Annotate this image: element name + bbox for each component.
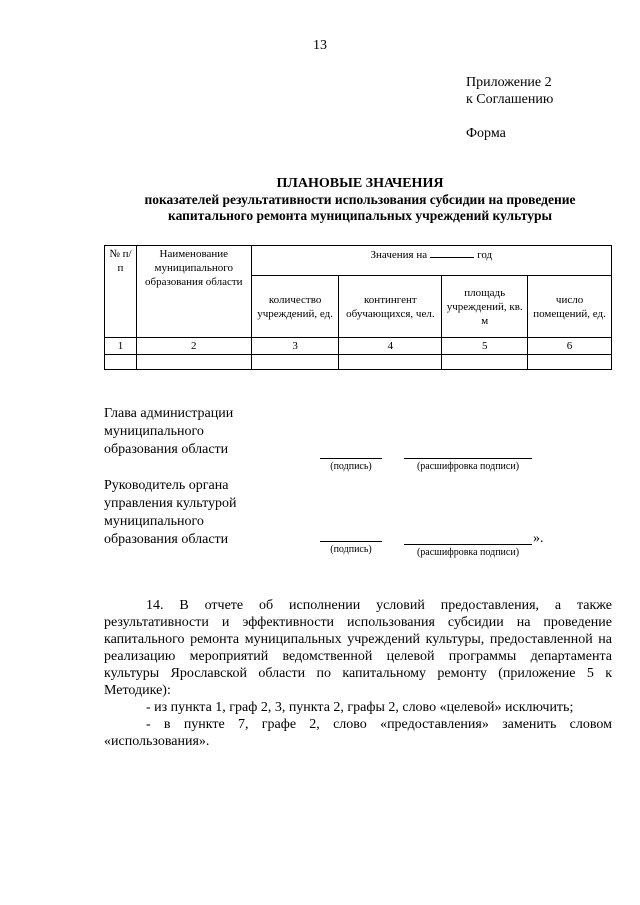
document-title bbox=[60, 176, 640, 224]
page-number: 13 bbox=[313, 38, 327, 53]
title-line-3: капитального ремонта муниципальных учреждений культуры bbox=[168, 208, 552, 223]
year-blank bbox=[430, 247, 474, 258]
col-number-5: 5 bbox=[442, 338, 528, 355]
subheader-institutions: количество учреждений, ед. bbox=[251, 276, 339, 338]
paragraph-14-bullet-2: - в пункте 7, графе 2, слово «предоставления» заменить словом «использования». bbox=[104, 717, 612, 749]
subheader-students: контингент обучающихся, чел. bbox=[339, 276, 442, 338]
appendix-label bbox=[466, 74, 553, 108]
table-empty-row bbox=[105, 355, 612, 370]
decode-line-1 bbox=[404, 458, 532, 459]
col-number-4: 4 bbox=[339, 338, 442, 355]
title-line-1: ПЛАНОВЫЕ ЗНАЧЕНИЯ bbox=[276, 176, 444, 191]
paragraph-14 bbox=[104, 597, 612, 750]
signature-line-2 bbox=[320, 541, 382, 542]
title-line-2: показателей результативности использования субсидии на проведение bbox=[144, 192, 576, 207]
signature-caption-2: (подпись) bbox=[330, 544, 372, 555]
header-values-prefix: Значения на bbox=[370, 249, 428, 261]
plan-values-table bbox=[104, 245, 612, 370]
signature-line-1 bbox=[320, 458, 382, 459]
paragraph-14-bullet-1: - из пункта 1, граф 2, 3, пункта 2, графы 2, слово «целевой» исключить; bbox=[146, 700, 574, 715]
col-number-1: 1 bbox=[105, 338, 137, 355]
header-number: № п/п bbox=[105, 246, 137, 338]
form-label: Форма bbox=[466, 126, 506, 141]
decode-caption-1: (расшифровка подписи) bbox=[416, 461, 520, 472]
col-number-3: 3 bbox=[251, 338, 339, 355]
decode-line-2 bbox=[404, 544, 532, 545]
header-municipality: Наименование муниципального образования области bbox=[136, 246, 251, 338]
col-number-6: 6 bbox=[528, 338, 612, 355]
subheader-rooms: число помещений, ед. bbox=[528, 276, 612, 338]
header-values-suffix: год bbox=[477, 249, 493, 261]
subheader-area: площадь учреждений, кв. м bbox=[442, 276, 528, 338]
col-number-2: 2 bbox=[136, 338, 251, 355]
decode-caption-2: (расшифровка подписи) bbox=[416, 547, 520, 558]
appendix-line-2: к Соглашению bbox=[466, 92, 554, 107]
signature-label-head-admin: Глава администрации муниципального образования области bbox=[104, 406, 234, 457]
appendix-line-1: Приложение 2 bbox=[466, 75, 552, 90]
paragraph-14-main: 14. В отчете об исполнении условий предоставления, а также результативности и эффективности использования субсидии на проведение капитального ремонта муниципальных учреждений культуры, предоставленной на реализацию мероприятий ведомственной целевой программы департамента культуры Ярославской области по капитальному ремонту (приложение 5 к Методике): bbox=[104, 598, 612, 698]
header-values bbox=[251, 246, 611, 276]
closing-quote: ». bbox=[533, 531, 544, 546]
signature-caption-1: (подпись) bbox=[330, 461, 372, 472]
signature-label-head-culture: Руководитель органа управления культурой муниципального образования области bbox=[104, 478, 237, 547]
